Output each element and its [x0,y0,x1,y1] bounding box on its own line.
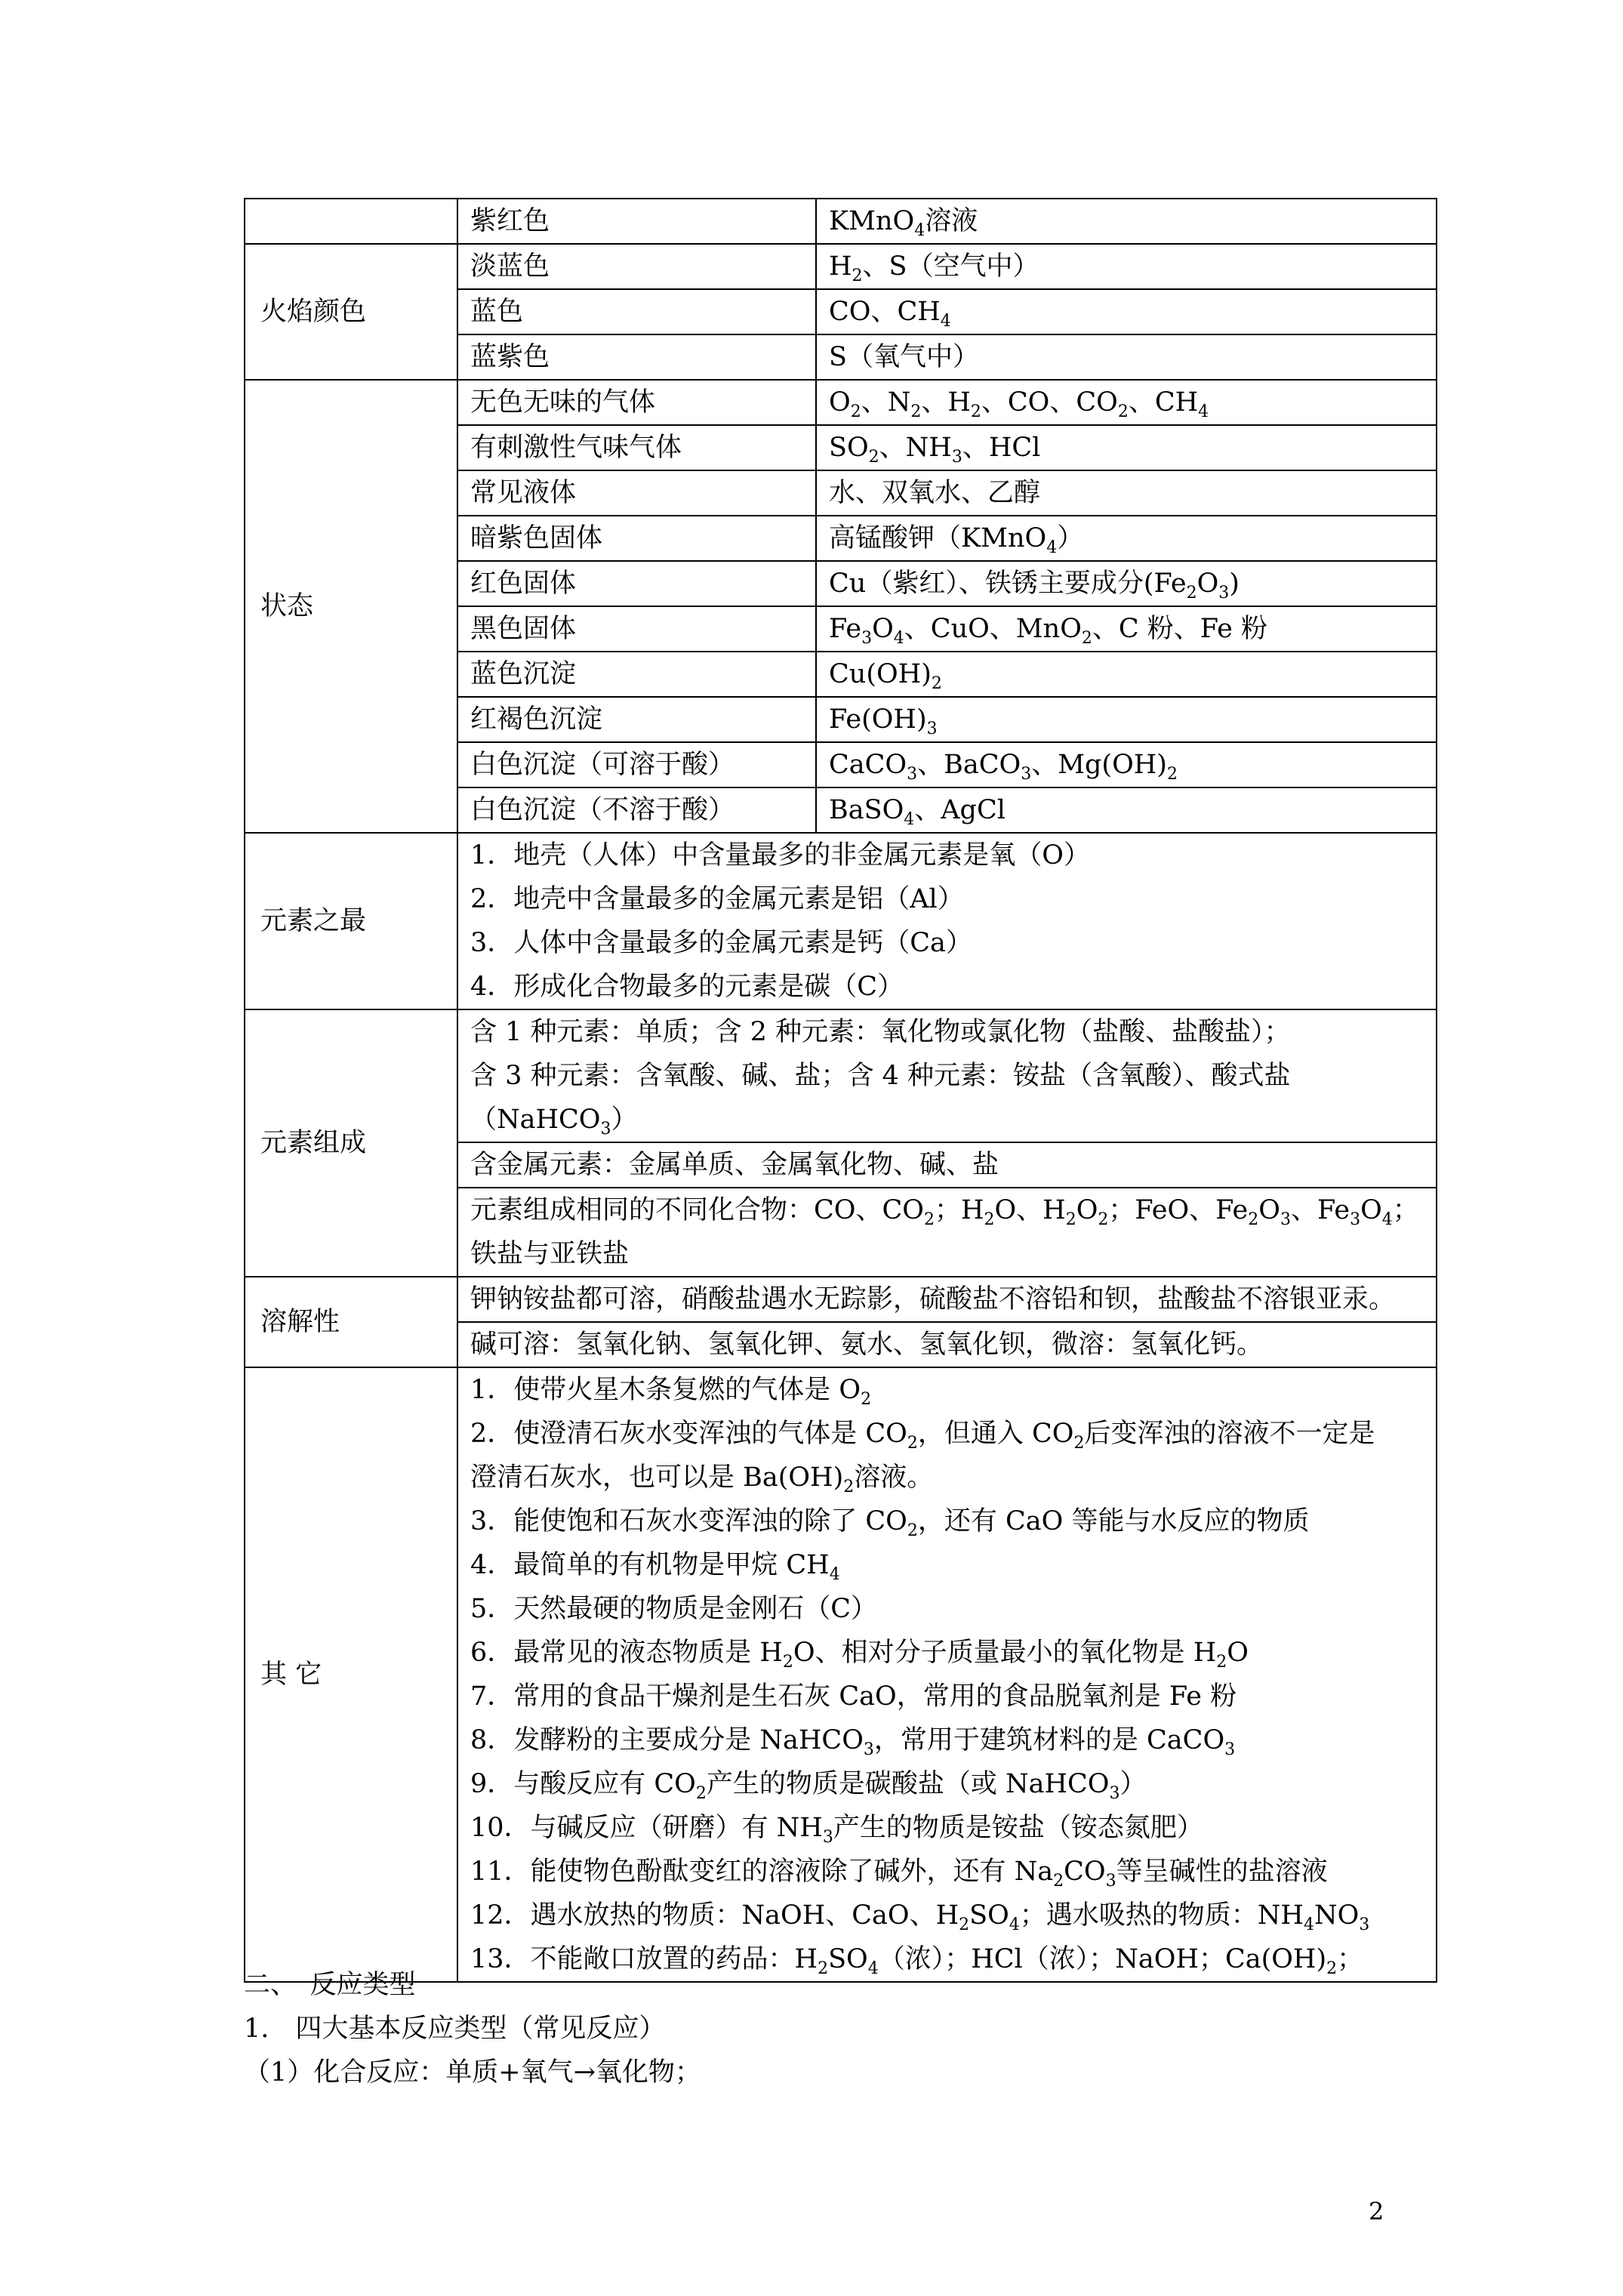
property-cell: 白色沉淀（可溶于酸） [457,742,816,787]
category-flame-color: 火焰颜色 [245,244,457,380]
value-cell: 高锰酸钾（KMnO$_4$） [816,516,1437,561]
list-item: 1．地壳（人体）中含量最多的非金属元素是氧（O） [470,840,1090,871]
table-row [245,1009,1437,1142]
list-item: 4．形成化合物最多的元素是碳（C） [470,972,904,1002]
list-item: 2．地壳中含量最多的金属元素是铝（Al） [470,884,964,914]
property-cell: 常见液体 [457,470,816,516]
table-row [245,1277,1437,1322]
table-row [245,1367,1437,1982]
value-cell: $Fe(OH)_3$ [816,697,1437,742]
value-cell: 水、双氧水、乙醇 [816,470,1437,516]
list-item: 11．能使物色酚酞变红的溶液除了碱外，还有 $Na_2CO_3$等呈碱性的盐溶液 [470,1857,1328,1891]
list-item: 3．人体中含量最多的金属元素是钙（Ca） [470,928,972,958]
composition-cell [457,1009,1437,1142]
value-cell: $SO_2$、$NH_3$、HCl [816,425,1437,470]
property-cell: 暗紫色固体 [457,516,816,561]
text-line: 铁盐与亚铁盐 [470,1239,630,1269]
value-cell: $Fe_3O_4$、CuO、MnO$_2$、C 粉、Fe 粉 [816,606,1437,652]
property-cell: 有刺激性气味气体 [457,425,816,470]
category-element-superlatives: 元素之最 [245,833,457,1009]
text-line: （NaHCO$_3$） [470,1105,638,1139]
category-other: 其 它 [245,1367,457,1982]
value-cell: Cu（紫红）、铁锈主要成分$(Fe_2O_3)$ [816,561,1437,606]
metal-elements-cell: 含金属元素：金属单质、金属氧化物、碱、盐 [457,1142,1437,1188]
property-cell: 白色沉淀（不溶于酸） [457,787,816,833]
list-item: 3．能使饱和石灰水变浑浊的除了 $CO_2$，还有 CaO 等能与水反应的物质 [470,1506,1310,1540]
list-item: 5．天然最硬的物质是金刚石（C） [470,1594,878,1624]
value-cell: BaSO$_4$、AgCl [816,787,1437,833]
value-cell: CaCO$_3$、BaCO$_3$、$Mg(OH)_2$ [816,742,1437,787]
list-item: 12．遇水放热的物质：NaOH、CaO、$H_2SO_4$；遇水吸热的物质：$NH_4NO_3$ [470,1900,1370,1934]
category-cell-empty [245,199,457,244]
list-item: 澄清石灰水，也可以是 $Ba(OH)_2$溶液。 [470,1462,934,1496]
text-line: （1）化合反应：单质+氧气→氧化物； [244,2057,701,2088]
page-number: 2 [1369,2197,1384,2226]
table-row [245,244,1437,289]
list-item: 13．不能敞口放置的药品：$H_2SO_4$（浓）；HCl（浓）；NaOH；$Ca(OH)_2$； [470,1944,1364,1978]
list-item: 9．与酸反应有 $CO_2$产生的物质是碳酸盐（或 NaHCO$_3$） [470,1769,1147,1803]
value-cell: S（氧气中） [816,334,1437,380]
category-solubility: 溶解性 [245,1277,457,1367]
list-item: 10．与碱反应（研磨）有 $NH_3$产生的物质是铵盐（铵态氮肥） [470,1813,1203,1847]
text-line: 元素组成相同的不同化合物：CO、$CO_2$；$H_2O$、$H_2O_2$；FeO、$Fe_2O_3$、$Fe_3O_4$； [470,1195,1419,1229]
sub-heading: 1. 四大基本反应类型（常见反应） [244,2014,666,2044]
property-cell: 蓝色 [457,289,816,334]
property-cell: 红色固体 [457,561,816,606]
table-row [245,380,1437,425]
property-cell: 淡蓝色 [457,244,816,289]
property-cell: 红褐色沉淀 [457,697,816,742]
category-state: 状态 [245,380,457,833]
text-line: 含 1 种元素：单质；含 2 种元素：氧化物或氯化物（盐酸、盐酸盐）； [470,1017,1291,1047]
list-item: 8．发酵粉的主要成分是 NaHCO$_3$，常用于建筑材料的是 CaCO$_3$ [470,1725,1236,1759]
list-item: 1．使带火星木条复燃的气体是 $O_2$ [470,1375,872,1409]
element-superlatives-cell [457,833,1437,1009]
property-cell: 紫红色 [457,199,816,244]
list-item: 7．常用的食品干燥剂是生石灰 CaO，常用的食品脱氧剂是 Fe 粉 [470,1681,1237,1712]
section-heading: 二、 反应类型 [244,1970,416,2000]
value-cell: KMnO$_4$溶液 [816,199,1437,244]
property-cell: 蓝紫色 [457,334,816,380]
list-item: 4．最简单的有机物是甲烷 $CH_4$ [470,1550,840,1584]
list-item: 6．最常见的液态物质是 $H_2O$、相对分子质量最小的氧化物是 $H_2O$ [470,1638,1249,1672]
solubility-rule-cell: 钾钠铵盐都可溶，硝酸盐遇水无踪影，硫酸盐不溶铅和钡，盐酸盐不溶银亚汞。 [457,1277,1437,1322]
value-cell: CO、$CH_4$ [816,289,1437,334]
value-cell: $H_2$、S（空气中） [816,244,1437,289]
chemistry-summary-table [244,198,1437,1983]
base-solubility-cell: 碱可溶：氢氧化钠、氢氧化钾、氨水、氢氧化钡，微溶：氢氧化钙。 [457,1322,1437,1367]
other-facts-cell [457,1367,1437,1982]
category-element-composition: 元素组成 [245,1009,457,1277]
text-line: 含 3 种元素：含氧酸、碱、盐；含 4 种元素：铵盐（含氧酸）、酸式盐 [470,1061,1291,1091]
table-row [245,199,1437,244]
property-cell: 黑色固体 [457,606,816,652]
value-cell: $Cu(OH)_2$ [816,652,1437,697]
same-elements-cell [457,1188,1437,1277]
property-cell: 蓝色沉淀 [457,652,816,697]
table-row [245,833,1437,1009]
value-cell: $O_2$、$N_2$、$H_2$、CO、$CO_2$、$CH_4$ [816,380,1437,425]
property-cell: 无色无味的气体 [457,380,816,425]
list-item: 2．使澄清石灰水变浑浊的气体是 $CO_2$，但通入 $CO_2$后变浑浊的溶液不一定是 [470,1419,1375,1453]
